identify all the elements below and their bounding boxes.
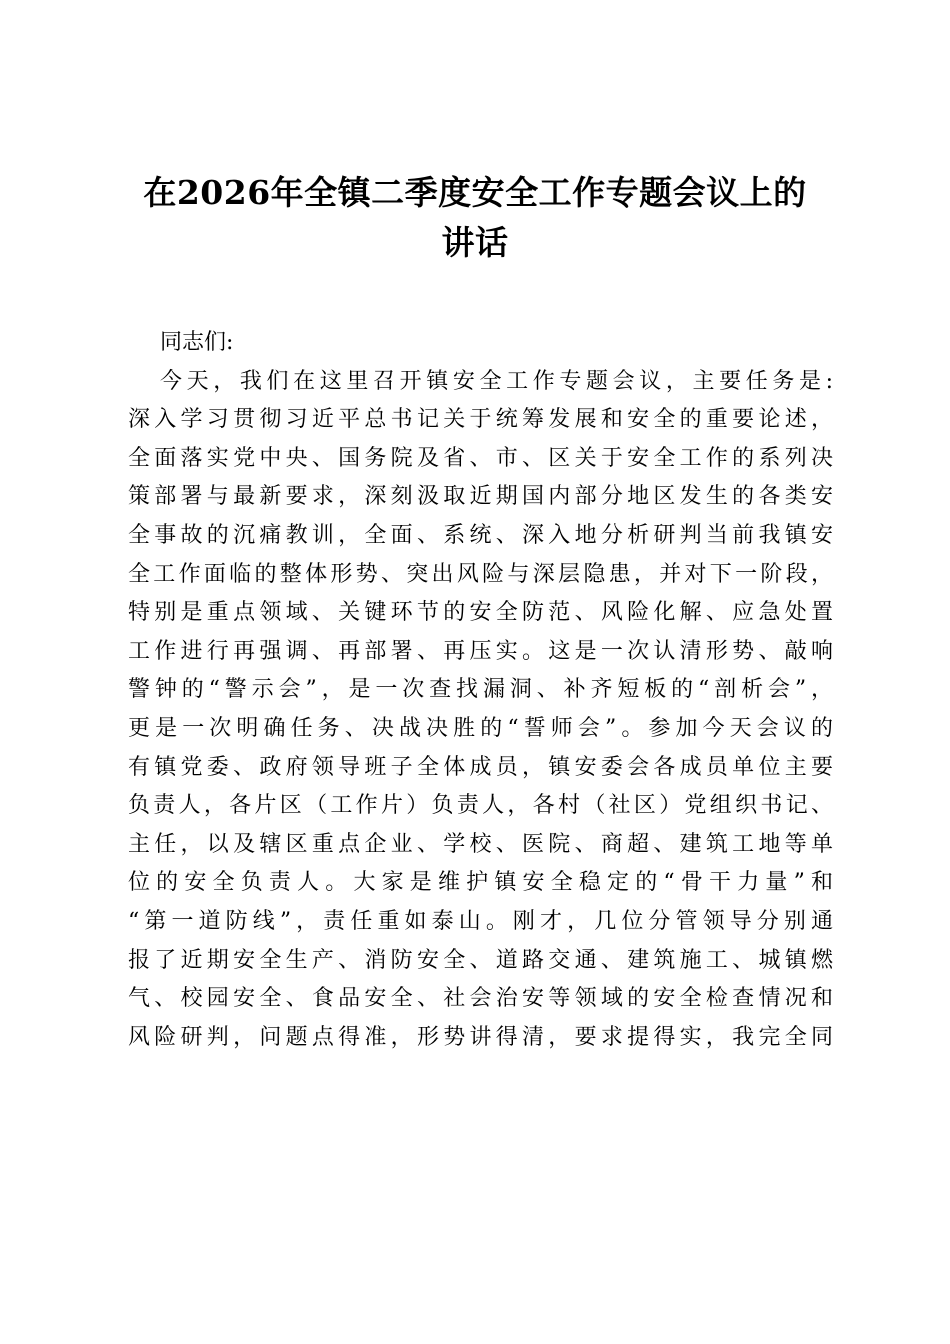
paragraph-line: 深入学习贯彻习近平总书记关于统筹发展和安全的重要论述， <box>128 407 833 433</box>
paragraph-line: 警钟的“警示会”，是一次查找漏洞、补齐短板的“剖析会”， <box>128 677 833 703</box>
paragraph-line: 主任，以及辖区重点企业、学校、医院、商超、建筑工地等单 <box>128 831 833 857</box>
paragraph-line: 位的安全负责人。大家是维护镇安全稳定的“骨干力量”和 <box>128 870 833 896</box>
salutation: 同志们: <box>160 330 234 355</box>
paragraph-line: 全工作面临的整体形势、突出风险与深层隐患，并对下一阶段， <box>128 561 833 587</box>
paragraph-line: 气、校园安全、食品安全、社会治安等领域的安全检查情况和 <box>128 986 833 1012</box>
paragraph-line: “第一道防线”，责任重如泰山。刚才，几位分管领导分别通 <box>128 908 833 934</box>
paragraph-line: 风险研判，问题点得准，形势讲得清，要求提得实，我完全同 <box>128 1024 833 1050</box>
paragraph-line: 特别是重点领域、关键环节的安全防范、风险化解、应急处置 <box>128 600 833 626</box>
paragraph-line: 全面落实党中央、国务院及省、市、区关于安全工作的系列决 <box>128 445 833 471</box>
document-body <box>128 324 833 1057</box>
title-line-2: 讲话 <box>441 223 509 262</box>
document-title <box>120 168 830 268</box>
paragraph-line: 策部署与最新要求，深刻汲取近期国内部分地区发生的各类安 <box>128 484 833 510</box>
paragraph-line: 今天，我们在这里召开镇安全工作专题会议，主要任务是: <box>160 368 833 394</box>
paragraph-line: 报了近期安全生产、消防安全、道路交通、建筑施工、城镇燃 <box>128 947 833 973</box>
paragraph-line: 更是一次明确任务、决战决胜的“誓师会”。参加今天会议的 <box>128 715 833 741</box>
paragraph-line: 有镇党委、政府领导班子全体成员，镇安委会各成员单位主要 <box>128 754 833 780</box>
paragraph-line: 负责人，各片区（工作片）负责人，各村（社区）党组织书记、 <box>128 793 833 819</box>
paragraph-line: 工作进行再强调、再部署、再压实。这是一次认清形势、敲响 <box>128 638 833 664</box>
title-line-1: 在2026年全镇二季度安全工作专题会议上的 <box>143 173 807 212</box>
paragraph-line: 全事故的沉痛教训，全面、系统、深入地分析研判当前我镇安 <box>128 522 833 548</box>
